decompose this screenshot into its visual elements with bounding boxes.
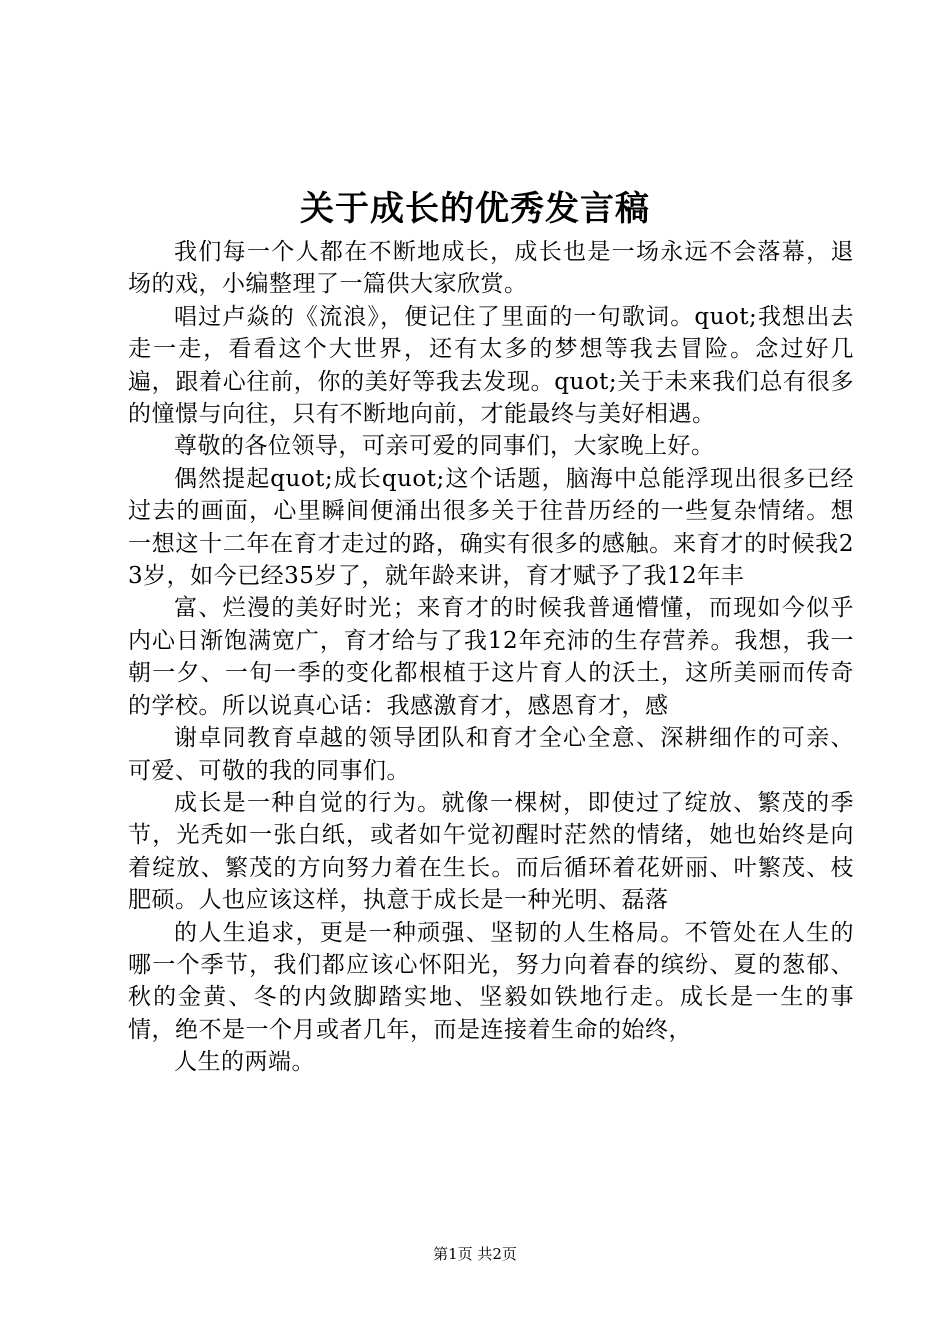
paragraph: 成长是一种自觉的行为。就像一棵树，即使过了绽放、繁茂的季节，光秃如一张白纸，或者如午觉初醒时茫然的情绪，她也始终是向着绽放、繁茂的方向努力着在生长。而后循环着花妍丽、叶繁茂、枝肥硕。人也应该这样，执意于成长是一种光明、磊落 xyxy=(128,789,854,914)
paragraph: 偶然提起quot;成长quot;这个话题，脑海中总能浮现出很多已经过去的画面，心里瞬间便涌出很多关于往昔历经的一些复杂情绪。想一想这十二年在育才走过的路，确实有很多的感触。来育才的时候我23岁，如今已经35岁了，就年龄来讲，育才赋予了我12年丰 xyxy=(128,465,854,590)
paragraph: 我们每一个人都在不断地成长，成长也是一场永远不会落幕，退场的戏，小编整理了一篇供大家欣赏。 xyxy=(128,239,854,298)
paragraph: 富、烂漫的美好时光；来育才的时候我普通懵懂，而现如今似乎内心日渐饱满宽广，育才给与了我12年充沛的生存营养。我想，我一朝一夕、一旬一季的变化都根植于这片育人的沃土，这所美丽而传奇的学校。所以说真心话：我感激育才，感恩育才，感 xyxy=(128,595,854,719)
paragraph: 人生的两端。 xyxy=(174,1049,315,1076)
page-footer: 第1页 共2页 xyxy=(433,1245,517,1263)
document-title: 关于成长的优秀发言稿 xyxy=(300,189,650,229)
paragraph: 尊敬的各位领导，可亲可爱的同事们，大家晚上好。 xyxy=(174,433,715,460)
paragraph: 谢卓同教育卓越的领导团队和育才全心全意、深耕细作的可亲、可爱、可敬的我的同事们。 xyxy=(128,725,854,784)
document-body xyxy=(128,236,854,1079)
paragraph: 的人生追求，更是一种顽强、坚韧的人生格局。不管处在人生的哪一个季节，我们都应该心怀阳光，努力向着春的缤纷、夏的葱郁、秋的金黄、冬的内敛脚踏实地、坚毅如铁地行走。成长是一生的事情，绝不是一个月或者几年，而是连接着生命的始终， xyxy=(128,919,854,1043)
paragraph: 唱过卢焱的《流浪》，便记住了里面的一句歌词。quot;我想出去走一走，看看这个大世界，还有太多的梦想等我去冒险。念过好几遍，跟着心往前，你的美好等我去发现。quot;关于未来我们总有很多的憧憬与向往，只有不断地向前，才能最终与美好相遇。 xyxy=(128,303,854,428)
